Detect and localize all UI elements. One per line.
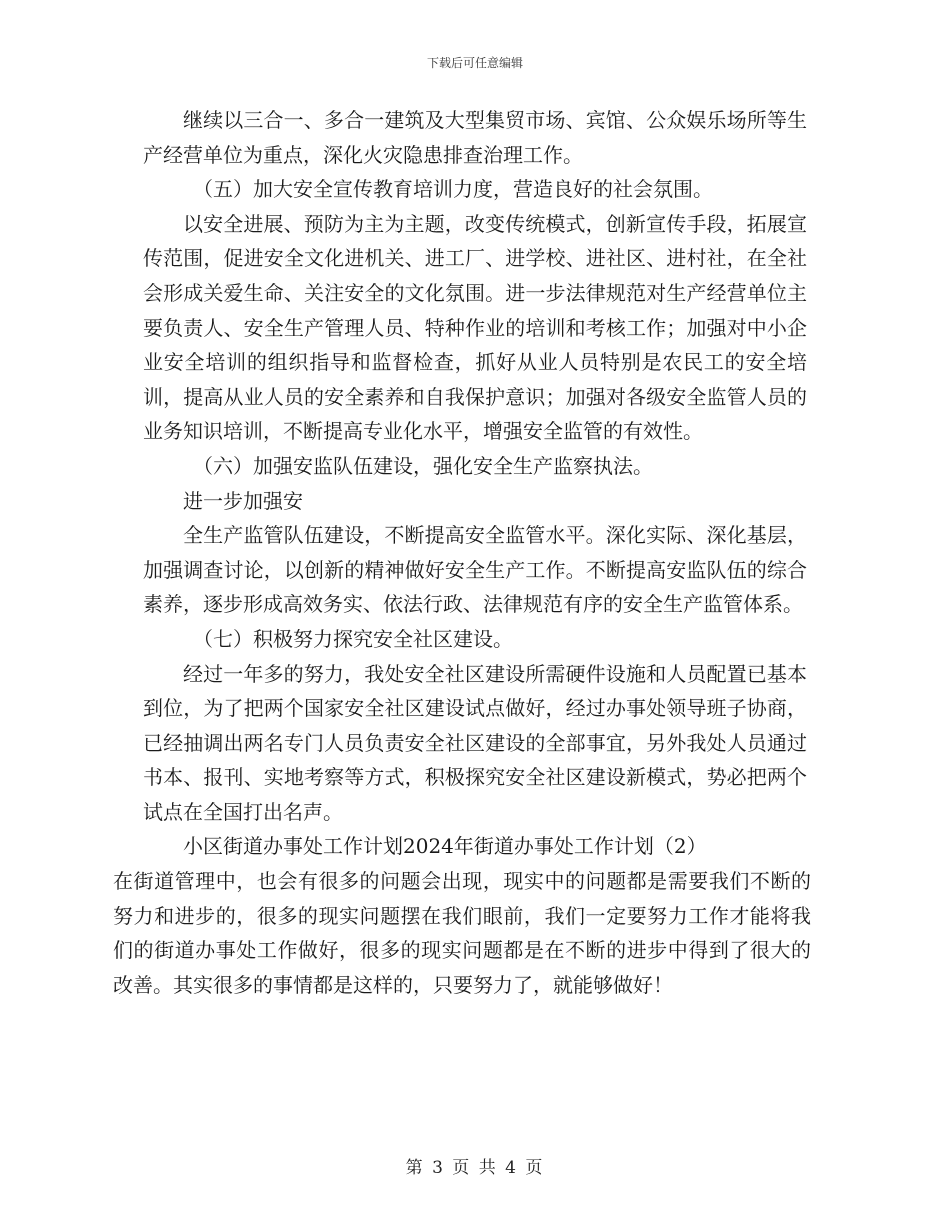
page-number: 第 3 页 共 4 页 [405,1158,545,1178]
paragraph-supervision-team: 全生产监管队伍建设，不断提高安全监管水平。深化实际、深化基层，加强调查讨论，以创新的精神做好安全生产工作。不断提高安监队伍的综合素养，逐步形成高效务实、依法行政、法律规范有序的安全生产监管体系。 [143,523,807,617]
page-header: 下载后可任意编辑 [426,56,523,70]
paragraph-safety-education: 以安全进展、预防为主为主题，改变传统模式，创新宣传手段，拓展宣传范围，促进安全文化进机关、进工厂、进学校、进社区、进村社，在全社会形成关爱生命、关注安全的文化氛围。进一步法律规范对生产经营单位主要负责人、安全生产管理人员、特种作业的培训和考核工作；加强对中小企业安全培训的组织指导和监督检查，抓好从业人员特别是农民工的安全培训，提高从业人员的安全素养和自我保护意识；加强对各级安全监管人员的业务知识培训，不断提高专业化水平，增强安全监管的有效性。 [143,211,807,444]
document-subtitle: 小区街道办事处工作计划2024年街道办事处工作计划（2） [183,834,707,859]
paragraph-fire-hazard: 继续以三合一、多合一建筑及大型集贸市场、宾馆、公众娱乐场所等生产经营单位为重点，深化火灾隐患排查治理工作。 [143,108,807,167]
paragraph-safe-community: 经过一年多的努力，我处安全社区建设所需硬件设施和人员配置已基本到位，为了把两个国家安全社区建设试点做好，经过办事处领导班子协商，已经抽调出两名专门人员负责安全社区建设的全部事宜，另外我处人员通过书本、报刊、实地考察等方式，积极探究安全社区建设新模式，势必把两个试点在全国打出名声。 [143,661,807,824]
section-heading-5: （五）加大安全宣传教育培训力度，营造良好的社会氛围。 [193,177,713,202]
paragraph-fragment: 进一步加强安 [183,488,303,513]
section-heading-6: （六）加强安监队伍建设，强化安全生产监察执法。 [193,453,653,478]
section-heading-7: （七）积极努力探究安全社区建设。 [193,626,513,651]
document-body [113,103,811,1002]
paragraph-street-management: 在街道管理中，也会有很多的问题会出现，现实中的问题都是需要我们不断的努力和进步的，很多的现实问题摆在我们眼前，我们一定要努力工作才能将我们的街道办事处工作做好，很多的现实问题都是在不断的进步中得到了很大的改善。其实很多的事情都是这样的，只要努力了，就能够做好！ [113,869,811,997]
